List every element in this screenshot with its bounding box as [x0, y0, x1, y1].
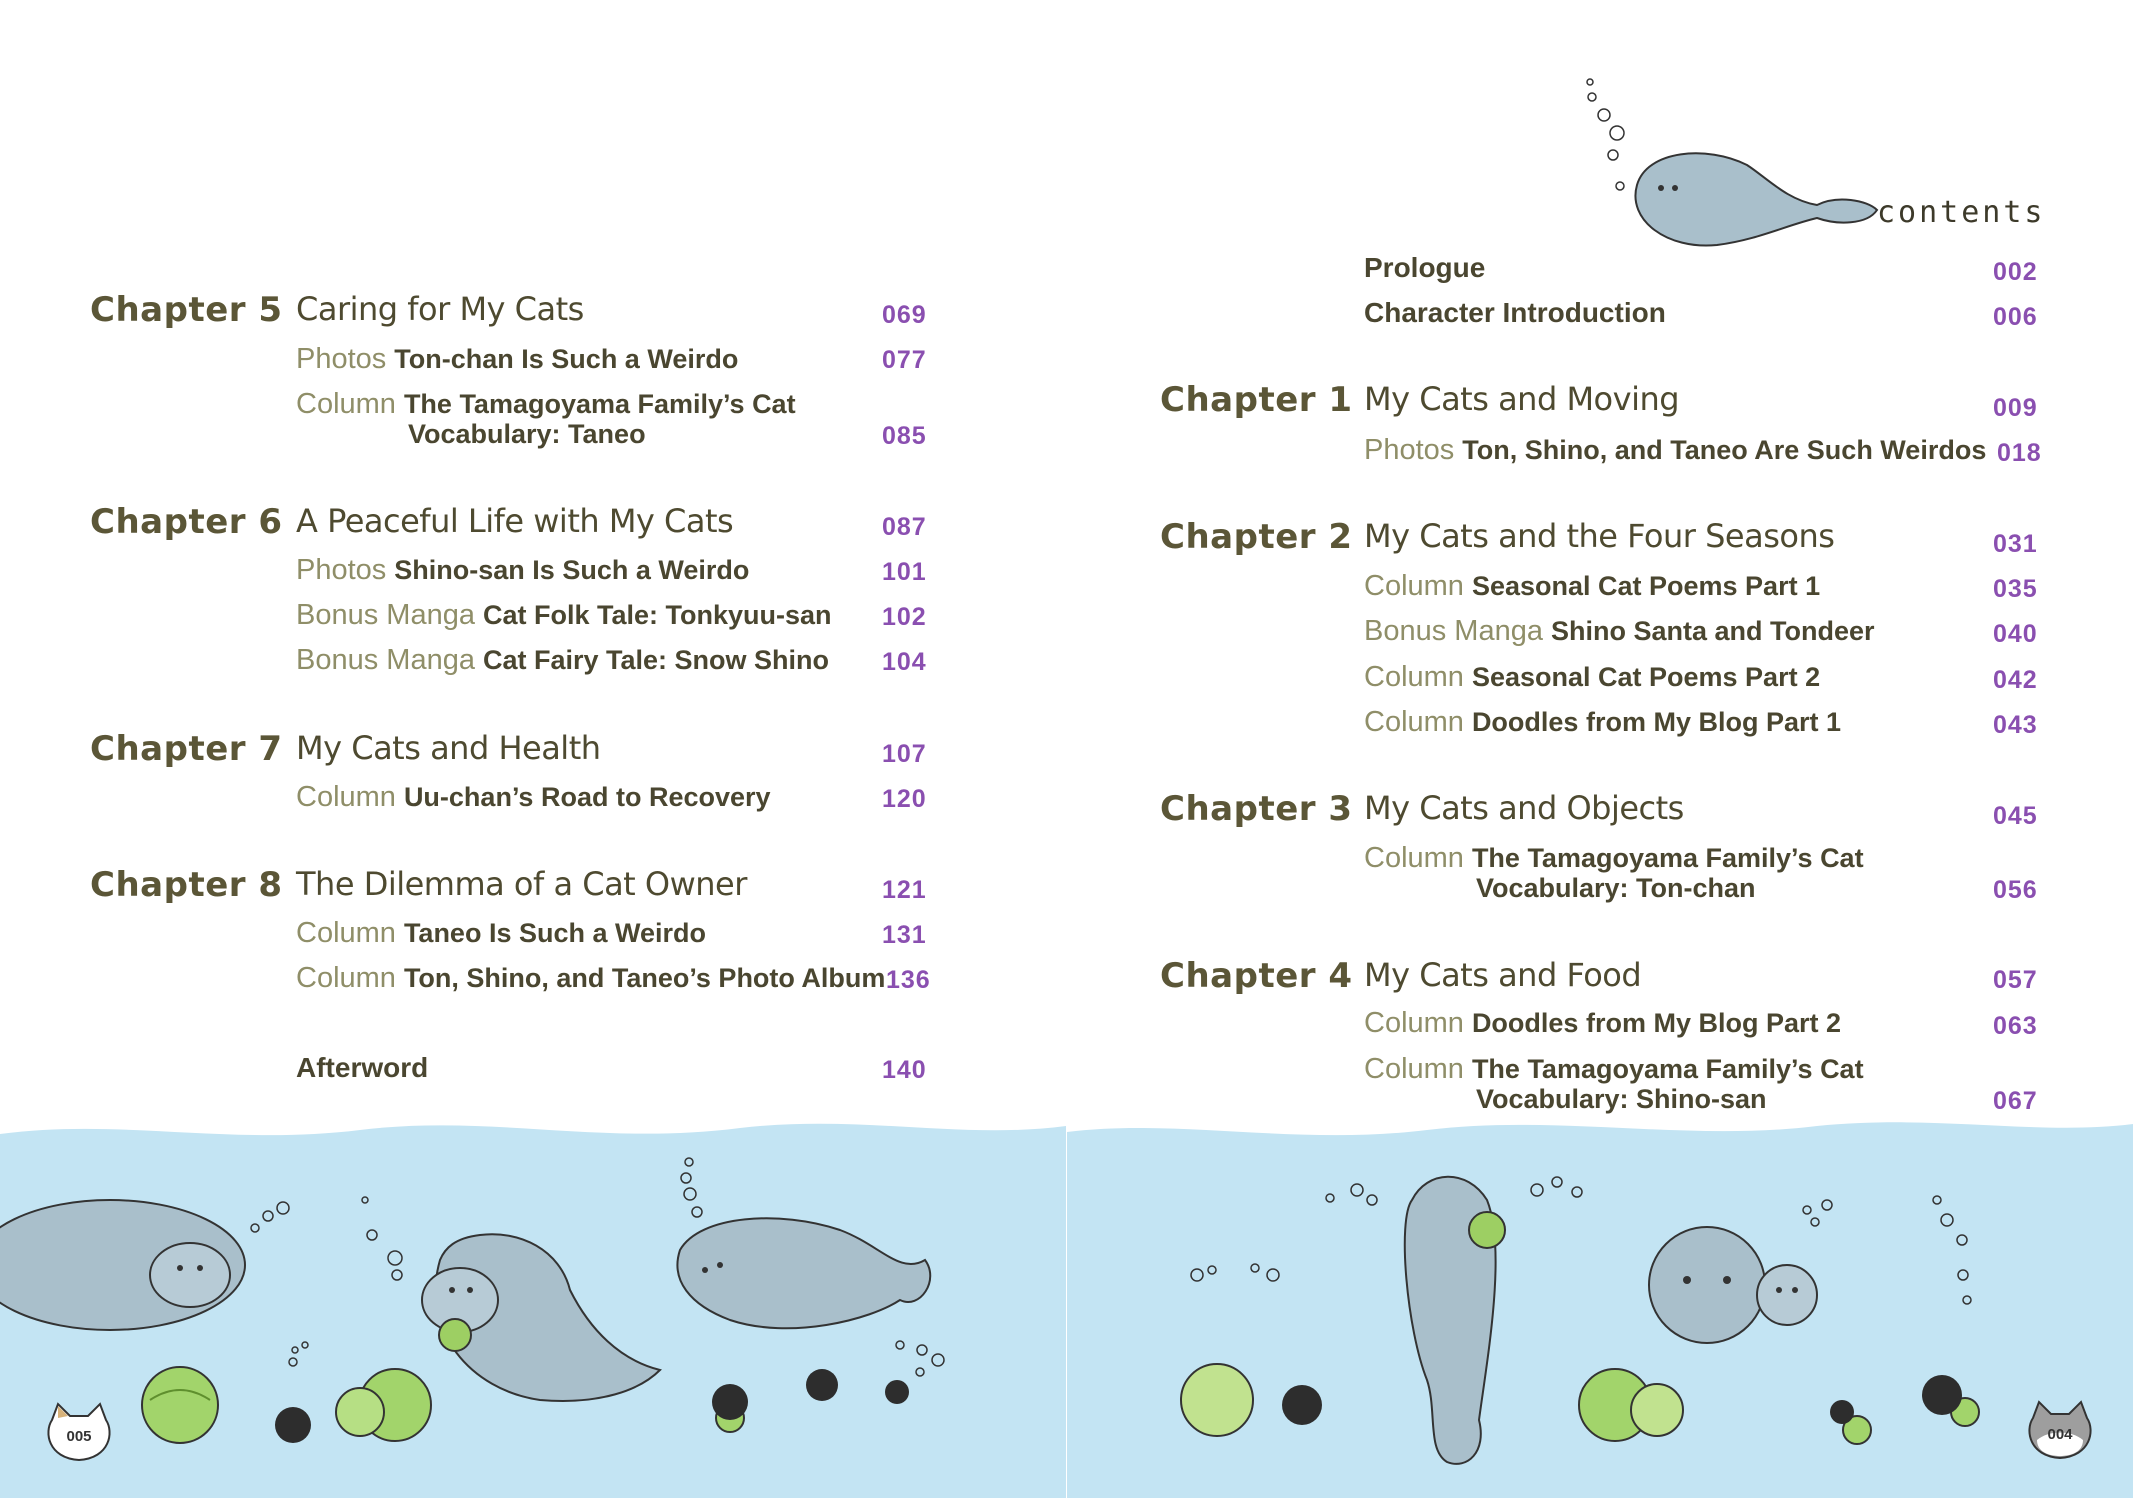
toc-entry[interactable]	[296, 554, 749, 587]
page-number: 067	[1993, 1087, 2038, 1115]
entry-title: Doodles from My Blog Part 1	[1471, 707, 1841, 737]
page-number: 087	[882, 513, 927, 541]
toc-entry[interactable]	[296, 599, 832, 632]
page-number: 002	[1993, 258, 2038, 286]
page-number: 018	[1997, 439, 2042, 467]
entry-kind-label: Column	[296, 917, 396, 949]
entry-kind-label: Column	[1364, 706, 1464, 738]
page-number: 069	[882, 301, 927, 329]
toc-entry[interactable]	[296, 781, 771, 814]
chapter-label: Chapter 4	[1160, 956, 1353, 996]
page-number: 009	[1993, 394, 2038, 422]
right-page	[1067, 0, 2133, 1498]
entry-kind-label: Bonus Manga	[1364, 615, 1543, 647]
page-number: 057	[1993, 966, 2038, 994]
entry-title: Seasonal Cat Poems Part 2	[1471, 662, 1821, 692]
toc-entry[interactable]	[1364, 1054, 1864, 1114]
bubbles-icon	[1587, 79, 1624, 190]
entry-title: Seasonal Cat Poems Part 1	[1471, 571, 1821, 601]
entry-title: Uu-chan’s Road to Recovery	[403, 782, 771, 812]
chapter-title[interactable]: The Dilemma of a Cat Owner	[296, 865, 747, 903]
toc-entry[interactable]	[1364, 661, 1820, 694]
toc-entry[interactable]	[296, 343, 738, 376]
entry-kind-label: Photos	[1364, 434, 1455, 466]
toc-entry[interactable]: Character Introduction	[1364, 297, 1666, 328]
page-number: 040	[1993, 620, 2038, 648]
page-number: 102	[882, 603, 927, 631]
page-number: 043	[1993, 711, 2038, 739]
page-number: 101	[882, 558, 927, 586]
entry-kind-label: Column	[1364, 842, 1464, 874]
chapter-label: Chapter 2	[1160, 517, 1353, 557]
chapter-title[interactable]: A Peaceful Life with My Cats	[296, 502, 734, 540]
entry-kind-label: Column	[1364, 1007, 1464, 1039]
toc-entry[interactable]	[296, 917, 706, 950]
toc-entry[interactable]	[1364, 570, 1820, 603]
entry-title: Doodles from My Blog Part 2	[1471, 1008, 1841, 1038]
chapter-title[interactable]: My Cats and the Four Seasons	[1364, 517, 1835, 555]
entry-kind-label: Column	[296, 388, 396, 420]
entry-title: Ton, Shino, and Taneo’s Photo Album	[403, 963, 886, 993]
entry-title: Ton, Shino, and Taneo Are Such Weirdos	[1462, 435, 1987, 465]
page-number: 140	[882, 1056, 927, 1084]
manatee-icon	[0, 1200, 245, 1330]
toc-entry[interactable]: Prologue	[1364, 252, 1486, 283]
entry-kind-label: Photos	[296, 554, 387, 586]
toc-entry[interactable]	[1364, 434, 1986, 467]
page-number: 104	[882, 648, 927, 676]
toc-entry[interactable]	[1364, 843, 1864, 903]
entry-kind-label: Photos	[296, 343, 387, 375]
page-number: 031	[1993, 530, 2038, 558]
entry-title: Ton-chan Is Such a Weirdo	[394, 344, 739, 374]
left-page	[0, 0, 1066, 1498]
entry-title-continued: Vocabulary: Taneo	[408, 419, 646, 449]
chapter-title[interactable]: My Cats and Moving	[1364, 380, 1680, 418]
entry-kind-label: Column	[296, 781, 396, 813]
chapter-title[interactable]: Caring for My Cats	[296, 290, 584, 328]
chapter-label: Chapter 8	[90, 865, 283, 905]
entry-title: Cat Folk Tale: Tonkyuu-san	[482, 600, 832, 630]
afterword-entry[interactable]: Afterword	[296, 1052, 429, 1083]
page-number: 006	[1993, 303, 2038, 331]
entry-title: Shino-san Is Such a Weirdo	[394, 555, 750, 585]
page-number: 136	[886, 966, 931, 994]
toc-entry[interactable]	[296, 389, 796, 449]
chapter-label: Chapter 3	[1160, 789, 1353, 829]
page-number: 107	[882, 740, 927, 768]
page-folio	[44, 1402, 114, 1464]
entry-title: Taneo Is Such a Weirdo	[403, 918, 706, 948]
entry-title-continued: Vocabulary: Shino-san	[1476, 1084, 1767, 1114]
manatee-icon	[1635, 153, 1877, 245]
page-number: 042	[1993, 666, 2038, 694]
folio-number: 005	[66, 1428, 92, 1445]
chapter-label: Chapter 7	[90, 729, 283, 769]
toc-entry[interactable]	[1364, 615, 1875, 648]
page-number: 056	[1993, 876, 2038, 904]
chapter-label: Chapter 1	[1160, 380, 1353, 420]
entry-title: The Tamagoyama Family’s Cat	[403, 389, 796, 419]
entry-title: The Tamagoyama Family’s Cat	[1471, 1054, 1864, 1084]
toc-entry[interactable]	[296, 962, 885, 995]
entry-kind-label: Column	[1364, 570, 1464, 602]
page-number: 077	[882, 346, 927, 374]
folio-number: 004	[2047, 1426, 2073, 1443]
chapter-label: Chapter 6	[90, 502, 283, 542]
page-number: 045	[1993, 802, 2038, 830]
chapter-title[interactable]: My Cats and Health	[296, 729, 601, 767]
page-number: 121	[882, 876, 927, 904]
entry-kind-label: Bonus Manga	[296, 599, 475, 631]
entry-title: Cat Fairy Tale: Snow Shino	[482, 645, 830, 675]
page-number: 035	[1993, 575, 2038, 603]
toc-entry[interactable]	[1364, 1007, 1841, 1040]
entry-kind-label: Column	[1364, 661, 1464, 693]
toc-entry[interactable]	[296, 644, 829, 677]
contents-heading: contents	[1877, 195, 2046, 230]
entry-title-continued: Vocabulary: Ton-chan	[1476, 873, 1756, 903]
entry-title: Shino Santa and Tondeer	[1550, 616, 1875, 646]
toc-entry[interactable]	[1364, 706, 1841, 739]
entry-title: The Tamagoyama Family’s Cat	[1471, 843, 1864, 873]
page-folio	[2025, 1400, 2095, 1462]
entry-kind-label: Bonus Manga	[296, 644, 475, 676]
chapter-label: Chapter 5	[90, 290, 283, 330]
chapter-title[interactable]: My Cats and Objects	[1364, 789, 1684, 827]
entry-kind-label: Column	[1364, 1053, 1464, 1085]
page-number: 120	[882, 785, 927, 813]
page-number: 085	[882, 422, 927, 450]
page-number: 063	[1993, 1012, 2038, 1040]
page-number: 131	[882, 921, 927, 949]
chapter-title[interactable]: My Cats and Food	[1364, 956, 1642, 994]
entry-kind-label: Column	[296, 962, 396, 994]
